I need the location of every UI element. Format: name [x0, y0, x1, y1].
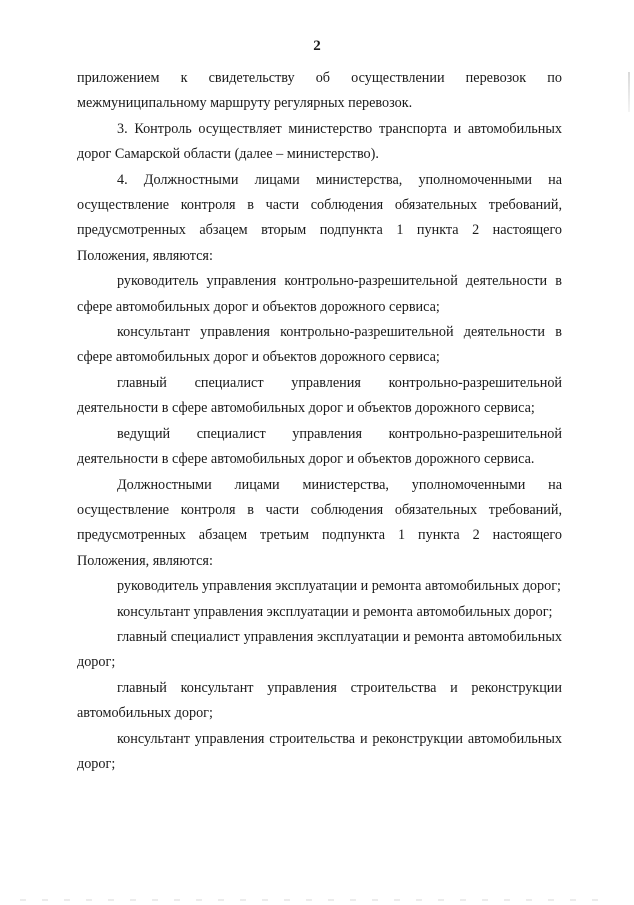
list-item: консультант управления контрольно-разрешительной деятельности в сфере автомобильных дорог и объектов дорожного сервиса; — [77, 324, 562, 366]
list-item: главный специалист управления эксплуатации и ремонта автомобильных дорог; — [77, 628, 562, 671]
document-body — [77, 66, 562, 777]
paragraph-item-3: 3. Контроль осуществляет министерство транспорта и автомобильных дорог Самарской области (далее – министерство). — [77, 120, 562, 163]
paragraph-continuation: приложением к свидетельству об осуществлении перевозок по межмуниципальному маршруту регулярных перевозок. — [77, 70, 562, 112]
list-item: консультант управления строительства и реконструкции автомобильных дорог; — [77, 730, 562, 772]
list-item: ведущий специалист управления контрольно-разрешительной деятельности в сфере автомобильных дорог и объектов дорожного сервиса. — [77, 425, 562, 468]
paragraph-item-4: 4. Должностными лицами министерства, уполномоченными на осуществление контроля в части соблюдения обязательных требований, предусмотренных абзацем вторым подпункта 1 пункта 2 настоящего Положения, являются: — [77, 171, 562, 264]
scan-edge-mark — [628, 72, 630, 112]
list-item: руководитель управления контрольно-разрешительной деятельности в сфере автомобильных дорог и объектов дорожного сервиса; — [77, 273, 562, 315]
list-item: главный специалист управления контрольно-разрешительной деятельности в сфере автомобильных дорог и объектов дорожного сервиса; — [77, 374, 562, 417]
paragraph-officials-intro: Должностными лицами министерства, уполномоченными на осуществление контроля в части соблюдения обязательных требований, предусмотренных абзацем третьим подпункта 1 пункта 2 настоящего Положения, являются: — [77, 476, 562, 569]
list-item: консультант управления эксплуатации и ремонта автомобильных дорог; — [117, 603, 553, 620]
page-number: 2 — [313, 38, 321, 54]
scan-bottom-speckle — [20, 899, 614, 901]
list-item: главный консультант управления строительства и реконструкции автомобильных дорог; — [77, 679, 562, 722]
list-item: руководитель управления эксплуатации и ремонта автомобильных дорог; — [117, 578, 561, 595]
